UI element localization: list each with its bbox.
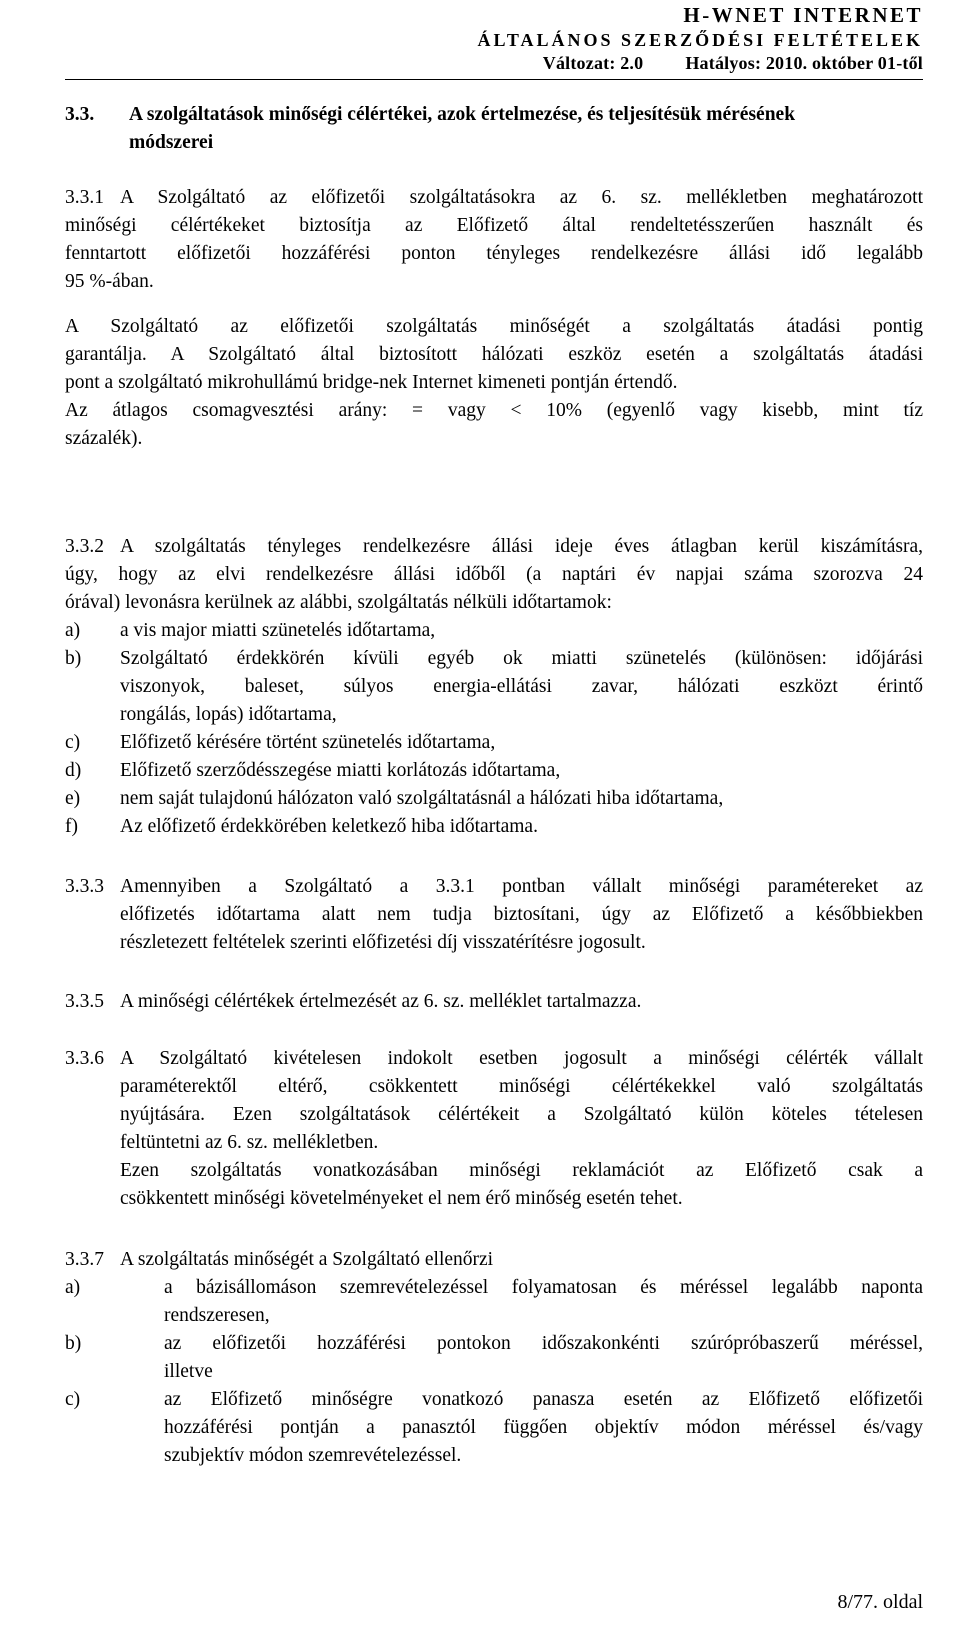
- text-line: A Szolgáltató kivételesen indokolt esetben jogosult a minőségi célérték vállalt: [120, 1048, 923, 1069]
- version-line: [65, 52, 923, 74]
- document-page: [65, 0, 923, 1466]
- text-line: részletezett feltételek szerinti előfizetési díj visszatérítésre jogosult.: [120, 932, 646, 953]
- subsection-3-3-6: [65, 1045, 923, 1213]
- text-line: Amennyiben a Szolgáltató a 3.3.1 pontban vállalt minőségi paramétereket az: [120, 876, 923, 897]
- list-item: [65, 729, 923, 757]
- page-header: [65, 2, 923, 74]
- text-line: csökkentett minőségi követelményeket el nem érő minőség esetén tehet.: [120, 1188, 683, 1209]
- subsection-3-3-5: [65, 988, 923, 1016]
- list-item: [65, 1274, 923, 1330]
- text-line: nyújtására. Ezen szolgáltatások célértékeit a Szolgáltató külön köteles tételesen: [120, 1104, 923, 1125]
- text-line: előfizetés időtartama alatt nem tudja biztosítani, úgy az Előfizető a későbbiekben: [120, 904, 923, 925]
- subsection-3-3-2: [65, 533, 923, 841]
- section-heading: [65, 101, 923, 157]
- list-item: [65, 617, 923, 645]
- text-line: órával) levonásra kerülnek az alábbi, szolgáltatás nélküli időtartamok:: [65, 592, 612, 613]
- effective-date: Hatályos: 2010. október 01-től: [685, 53, 923, 73]
- section-number: 3.3.: [65, 104, 95, 125]
- list-text: a bázisállomáson szemrevételezéssel folyamatosan és méréssel legalább naponta: [164, 1277, 923, 1298]
- text-line: A szolgáltatás tényleges rendelkezésre állási ideje éves átlagban kerül kiszámításra,: [120, 536, 923, 557]
- list-letter: a): [65, 620, 81, 641]
- list-letter: f): [65, 816, 78, 837]
- text-line: 95 %-ában.: [65, 271, 154, 292]
- section-title-line: A szolgáltatások minőségi célértékei, azok értelmezése, és teljesítésük mérésének: [129, 104, 796, 125]
- list-text: hozzáférési pontján a panasztól függően objektív módon méréssel és/vagy: [164, 1417, 923, 1438]
- text-line: fenntartott előfizetői hozzáférési ponton tényleges rendelkezésre állási idő legalább: [65, 243, 923, 264]
- list-item: [65, 1330, 923, 1386]
- list-text: rendszeresen,: [164, 1305, 270, 1326]
- list-letter: c): [65, 732, 81, 753]
- text-line: Az átlagos csomagvesztési arány: = vagy < 10% (egyenlő vagy kisebb, mint tíz: [65, 400, 923, 421]
- list-item: [65, 785, 923, 813]
- list-text: nem saját tulajdonú hálózaton való szolgáltatásnál a hálózati hiba időtartama,: [120, 788, 724, 809]
- list-text: az Előfizető minőségre vonatkozó panasza esetén az Előfizető előfizetői: [164, 1389, 923, 1410]
- text-line: úgy, hogy az elvi rendelkezésre állási időből (a naptári év napjai száma szorozva 24: [65, 564, 923, 585]
- list-text: rongálás, lopás) időtartama,: [120, 704, 337, 725]
- list-text: Előfizető szerződésszegése miatti korlátozás időtartama,: [120, 760, 561, 781]
- subsection-3-3-7: [65, 1246, 923, 1470]
- text-line: pont a szolgáltató mikrohullámú bridge-nek Internet kimeneti pontján értendő.: [65, 372, 678, 393]
- list-text: Szolgáltató érdekkörén kívüli egyéb ok miatti szünetelés (különösen: időjárási: [120, 648, 923, 669]
- company-name: H-WNET INTERNET: [683, 3, 923, 27]
- subsection-3-3-3: [65, 873, 923, 957]
- list-letter: e): [65, 788, 81, 809]
- text-line: A Szolgáltató az előfizetői szolgáltatásokra az 6. sz. mellékletben meghatározott: [120, 187, 923, 208]
- text-line: A minőségi célértékek értelmezését az 6. sz. melléklet tartalmazza.: [120, 991, 642, 1012]
- version-label: Változat: 2.0: [542, 53, 644, 73]
- text-line: A Szolgáltató az előfizetői szolgáltatás minőségét a szolgáltatás átadási pontig: [65, 316, 923, 337]
- subsection-number: 3.3.1: [65, 187, 104, 208]
- list-item: [65, 813, 923, 841]
- list-text: Előfizető kérésére történt szünetelés időtartama,: [120, 732, 496, 753]
- list-item: [65, 645, 923, 729]
- list-letter: b): [65, 1333, 82, 1354]
- text-line: Ezen szolgáltatás vonatkozásában minőségi reklamációt az Előfizető csak a: [120, 1160, 923, 1181]
- subsection-number: 3.3.2: [65, 536, 104, 557]
- text-line: paraméterektől eltérő, csökkentett minőségi célértékekkel való szolgáltatás: [120, 1076, 923, 1097]
- list-text: Az előfizető érdekkörében keletkező hiba időtartama.: [120, 816, 538, 837]
- subsection-number: 3.3.5: [65, 991, 104, 1012]
- subsection-number: 3.3.6: [65, 1048, 104, 1069]
- list-item: [65, 757, 923, 785]
- list-letter: a): [65, 1277, 81, 1298]
- subsection-3-3-1: [65, 184, 923, 453]
- text-line: százalék).: [65, 428, 143, 449]
- list-text: viszonyok, baleset, súlyos energia-ellátási zavar, hálózati eszközt érintő: [120, 676, 923, 697]
- subsection-number: 3.3.7: [65, 1249, 104, 1270]
- list-letter: c): [65, 1389, 81, 1410]
- list-text: illetve: [164, 1361, 213, 1382]
- list-letter: d): [65, 760, 82, 781]
- header-rule: [65, 79, 923, 80]
- list-item: [65, 1386, 923, 1470]
- list-letter: b): [65, 648, 82, 669]
- list-text: a vis major miatti szünetelés időtartama,: [120, 620, 436, 641]
- text-line: minőségi célértékeket biztosítja az Előfizető által rendeltetésszerűen használt és: [65, 215, 923, 236]
- text-line: A szolgáltatás minőségét a Szolgáltató ellenőrzi: [120, 1249, 494, 1270]
- section-title-line: módszerei: [129, 132, 214, 153]
- list-text: az előfizetői hozzáférési pontokon időszakonkénti szúrópróbaszerű méréssel,: [164, 1333, 923, 1354]
- text-line: garantálja. A Szolgáltató által biztosított hálózati eszköz esetén a szolgáltatás átadási: [65, 344, 923, 365]
- list-text: szubjektív módon szemrevételezéssel.: [164, 1445, 462, 1466]
- subsection-number: 3.3.3: [65, 876, 104, 897]
- text-line: feltüntetni az 6. sz. mellékletben.: [120, 1132, 379, 1153]
- document-title: ÁLTALÁNOS SZERZŐDÉSI FELTÉTELEK: [477, 30, 923, 50]
- page-number: 8/77. oldal: [837, 1591, 923, 1613]
